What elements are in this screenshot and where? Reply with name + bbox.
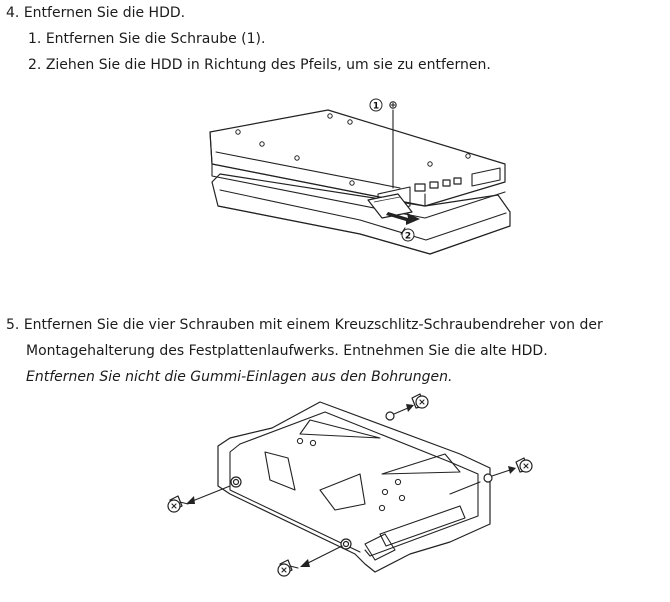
screw-bottom-icon (278, 560, 298, 576)
callout-1 (370, 99, 382, 112)
step-5-note: Entfernen Sie nicht die Gummi-Einlagen aus den Bohrungen. (26, 369, 453, 385)
substep-4-2-text: Ziehen Sie die HDD in Richtung des Pfeils, um sie zu entfernen. (45, 57, 491, 73)
callout-1-label: 1 (372, 101, 380, 112)
step-4-text: Entfernen Sie die HDD. (23, 5, 186, 21)
step-5-number: 5. (6, 317, 20, 333)
grommet-right (484, 474, 492, 482)
hdd-bracket (218, 402, 490, 572)
screw-right-icon (516, 458, 532, 472)
step-4-heading (6, 4, 185, 22)
step-5-line-1 (6, 316, 603, 334)
screw-top-icon (412, 394, 428, 408)
step-4-number: 4. (6, 5, 20, 21)
substep-4-2-number: 2. (28, 57, 42, 73)
substep-4-1-text: Entfernen Sie die Schraube (1). (45, 31, 266, 47)
callout-2-label: 2 (404, 231, 412, 242)
console-hdd-removal-illustration (200, 94, 520, 274)
grommet-top (386, 412, 394, 420)
substep-4-1-number: 1. (28, 31, 42, 47)
screw-left-icon (168, 496, 188, 512)
substep-4-1 (28, 30, 265, 48)
substep-4-2 (28, 56, 491, 74)
step-5-text-line-1: Entfernen Sie die vier Schrauben mit einem Kreuzschlitz-Schraubendreher von der (23, 317, 603, 333)
hdd-bracket-illustration (160, 394, 560, 594)
step-5-line-2: Montagehalterung des Festplattenlaufwerks. Entnehmen Sie die alte HDD. (26, 343, 548, 359)
